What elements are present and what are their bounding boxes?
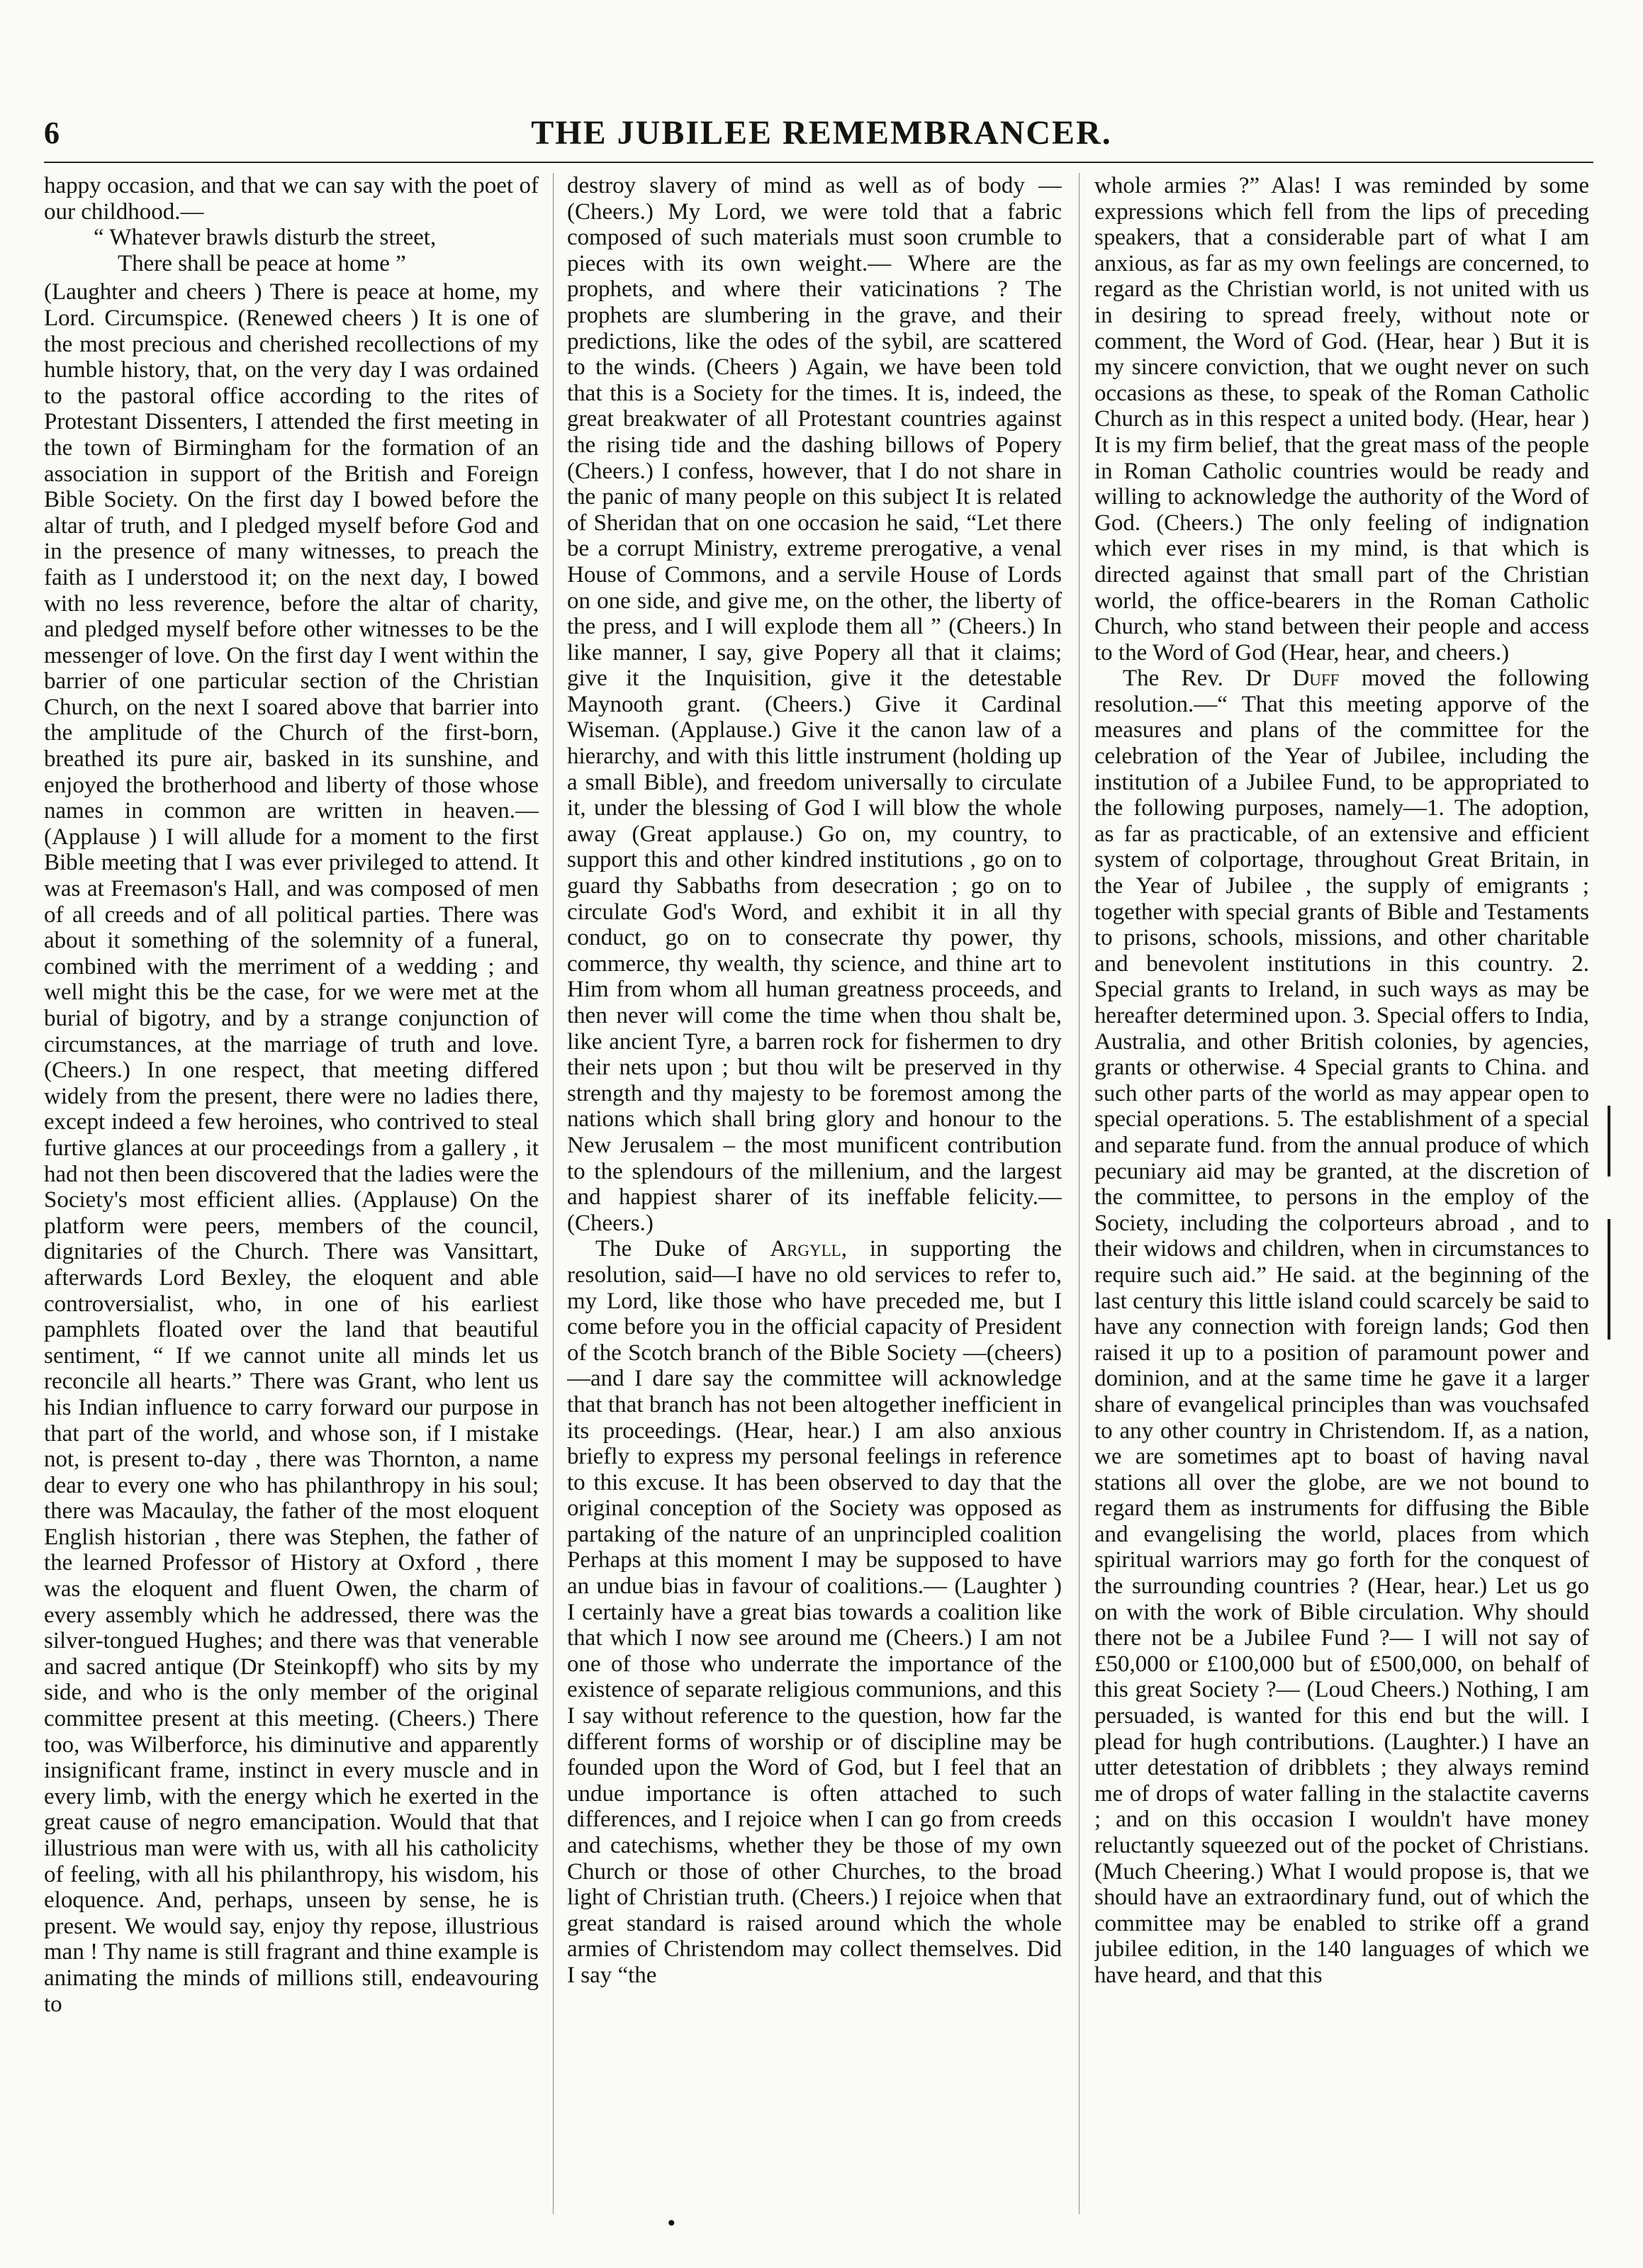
verse-line-1: “ Whatever brawls disturb the street, [94,225,437,251]
column-divider-1 [553,173,554,2214]
duff-intro: The Rev. Dr [1123,666,1271,692]
column-1-body: (Laughter and cheers ) There is peace at home, my Lord. Circumspice. (Renewed cheers ) It is one of the most precious and cherished recollections of my humble history, that, on the very day I was ordained to the pastoral office according to the rites of Protestant Dissenters, I attended the first meeting in the town of Birmingham for the formation of an association in support of the British and Foreign Bible Society. On the first day I bowed before the altar of truth, and I pledged myself before God and in the presence of many witnesses, to preach the faith as I understood it; on the next day, I bowed with no less reverence, before the altar of charity, and pledged myself before other witnesses to be the messenger of love. On the first day I went within the barrier of one particular section of the Christian Church, on the next I soared above that barrier into the amplitude of the Church of the first-born, breathed its pure air, basked in its sunshine, and enjoyed the brotherhood and liberty of those whose names in common are written in heaven.— (Applause ) I will allude for a moment to the first Bible meeting that I was ever privileged to attend. It was at Freemason's Hall, and was composed of men of all creeds and of all political parties. There was about it something of the solemnity of a funeral, combined with the merriment of a wedding ; and well might this be the case, for we were met at the burial of bigotry, and by a strange conjunction of circumstances, at the marriage of truth and love. (Cheers.) In one respect, that meeting differed widely from the present, there were no ladies there, except indeed a few heroines, who contrived to steal furtive glances at our proceedings from a gallery , it had not then been discovered that the ladies were the Society's most efficient allies. (Applause) On the platform were peers, members of the council, dignitaries of the Church. There was Vansittart, afterwards Lord Bexley, the eloquent and able controversialist, who, in one of his earliest pamphlets floated over the land that beautiful sentiment, “ If we cannot unite all minds let us reconcile all hearts.” There was Grant, who lent us his Indian influence to carry forward our purpose in that part of the world, and whose son, if I mistake not, is present to-day , there was Thornton, a name dear to every one who has philanthropy in his soul; there was Macaulay, the father of the most eloquent English historian , there was Stephen, the father of the learned Professor of History at Oxford , there was the eloquent and fluent Owen, the charm of every assembly which he addressed, there was the silver-tongued Hughes; and there was that venerable and sacred antique (Dr Steinkopff) who sits by my side, and who is the only member of the original committee present at this meeting. (Cheers.) There too, was Wilberforce, his diminutive and apparently insignificant frame, instinct in every muscle and in every limb, with the energy which he exerted in the great cause of negro emancipation. Would that that illustrious man were with us, with all his catholicity of feeling, with all his philanthropy, his wisdom, his eloquence. And, perhaps, unseen by sense, he is present. We would say, enjoy thy repose, illustrious man ! Thy name is still fragrant and thine example is animating the minds of millions still, endeavouring to [44,279,539,2017]
column-3 [1094,173,1589,2221]
column-3-paragraph-duff [1094,666,1589,1988]
quoted-verse [44,225,539,276]
footer-dot: • [668,2211,675,2235]
speaker-name-argyll: Argyll [770,1236,841,1262]
page-number: 6 [44,116,60,150]
column-2-paragraph-duke [567,1236,1062,1988]
margin-mark-2 [1608,1219,1610,1340]
running-head: THE JUBILEE REMEMBRANCER. [531,114,1112,152]
duke-intro: The Duke of [595,1236,748,1262]
text-columns [44,173,1589,2228]
column-2-body-1: destroy slavery of mind as well as of body — (Cheers.) My Lord, we were told that a fabric composed of such materials must soon crumble to pieces with its own weight.— Where are the prophets, and where their vaticinations ? The prophets are slumbering in the grave, and their predictions, like the odes of the sybil, are scattered to the winds. (Cheers ) Again, we have been told that this is a Society for the times. It is, indeed, the great breakwater of all Protestant countries against the rising tide and the dashing billows of Popery (Cheers.) I confess, however, that I do not share in the panic of many people on this subject It is related of Sheridan that on one occasion he said, “Let there be a corrupt Ministry, extreme prerogative, a venal House of Commons, and a servile House of Lords on one side, and give me, on the other, the liberty of the press, and I will explode them all ” (Cheers.) In like manner, I say, give Popery all that it claims; give it the Inquisition, give it the detestable Maynooth grant. (Cheers.) Give it Cardinal Wiseman. (Applause.) Give it the canon law of a hierarchy, and with this little instrument (holding up a small Bible), and freedom universally to circulate it, under the blessing of God I will blow the whole away (Great applause.) Go on, my country, to support this and other kindred institutions , go on to guard thy Sabbaths from desecration ; go on to circulate God's Word, and exhibit it in all thy conduct, go on to consecrate thy power, thy commerce, thy wealth, thy science, and thine art to Him from whom all human greatness proceeds, and then never will come the time when thou shalt be, like ancient Tyre, a barren rock for fishermen to dry their nets upon ; but thou wilt be preserved in thy strength and thy majesty to be foremost among the nations which shall bring glory and honour to the New Jerusalem – the most munificent contribution to the splendours of the millenium, and the largest and happiest sharer of its ineffable felicity.— (Cheers.) [567,173,1062,1236]
column-3-body-1: whole armies ?” Alas! I was reminded by some expressions which fell from the lips of preceding speakers, that a considerable part of what I am anxious, as far as my own feelings are concerned, to regard as the Christian world, is not united with us in desiring to spread freely, without note or comment, the Word of God. (Hear, hear ) But it is my sincere conviction, that we ought never on such occasions as these, to speak of the Roman Catholic Church as in this respect a united body. (Hear, hear ) It is my firm belief, that the great mass of the people in Roman Catholic countries would be ready and willing to acknowledge the authority of the Word of God. (Cheers.) The only feeling of indignation which ever rises in my mind, is that which is directed against that small part of the Christian world, the office-bearers in the Roman Catholic Church, who stand between their people and access to the Word of God (Hear, hear, and cheers.) [1094,173,1589,666]
header-rule [44,162,1593,163]
margin-mark-1 [1608,1106,1610,1177]
column-2 [567,173,1062,2221]
column-divider-2 [1079,173,1080,2214]
column-2-body-2: , in supporting the resolution, said—I have no old services to refer to, my Lord, like those who have preceded me, but I come before you in the official capacity of President of the Scotch branch of the Bible Society —(cheers)—and I dare say the committee will acknowledge that that branch has not been altogether inefficient in its proceedings. (Hear, hear.) I am also anxious briefly to express my personal feelings in reference to this excuse. It has been observed to day that the original conception of the Society was opposed as partaking of the nature of an unprincipled coalition Perhaps at this moment I may be supposed to have an undue bias in favour of coalitions.— (Laughter ) I certainly have a great bias towards a coalition like that which I now see around me (Cheers.) I am not one of those who underrate the importance of the existence of separate religious communions, and this I say without reference to the question, how far the different forms of worship or of discipline may be founded upon the Word of God, but I feel that an undue importance is often attached to such differences, and I rejoice when I can go from creeds and catechisms, whether they be those of my own Church or those of other Churches, to the broad light of Christian truth. (Cheers.) I rejoice when that great standard is raised around which the whole armies of Christendom may collect themselves. Did I say “the [567,1236,1062,1988]
column-1 [44,173,539,2221]
column-1-intro: happy occasion, and that we can say with the poet of our childhood.— [44,173,539,225]
speaker-name-duff: Duff [1292,666,1340,692]
verse-line-2: There shall be peace at home ” [118,250,406,276]
column-3-body-2: moved the following resolution.—“ That this meeting apporve of the measures and plans of the committee for the celebration of the Year of Jubilee, including the institution of a Jubilee Fund, to be appropriated to the following purposes, namely—1. The adoption, as far as practicable, of an extensive and efficient system of colportage, throughout Great Britain, in the Year of Jubilee , the supply of emigrants ; together with special grants of Bible and Testaments to prisons, schools, missions, and other charitable and benevolent institutions in this country. 2. Special grants to Ireland, in such ways as may be hereafter determined upon. 3. Special offers to India, Australia, and other British colonies, by agencies, grants or otherwise. 4 Special grants to China. and such other parts of the world as may appear open to special operations. 5. The establishment of a special and separate fund. from the annual produce of which pecuniary aid may be granted, at the discretion of the committee, to persons in the employ of the Society, including the colporteurs abroad , and to their widows and children, when in circumstances to require such aid.” He said. at the beginning of the last century this little island could scarcely be said to have any connection with foreign lands; God then raised it up to a position of paramount power and dominion, and at the same time he gave it a larger share of evangelical principles than was vouchsafed to any other country in Christendom. If, as a nation, we are sometimes apt to boast of having naval stations all over the globe, are we not bound to regard them as instruments for diffusing the Bible and evangelising the world, places from which spiritual warriors may go forth for the conquest of the surrounding countries ? (Hear, hear.) Let us go on with the work of Bible circulation. Why should there not be a Jubilee Fund ?— I will not say of £50,000 or £100,000 but of £500,000, on behalf of this great Society ?— (Loud Cheers.) Nothing, I am persuaded, is wanted for this end but the will. I plead for hugh contributions. (Laughter.) I have an utter detestation of dribblets ; they always remind me of drops of water falling in the stalactite caverns ; and on this occasion I wouldn't have money reluctantly squeezed out of the pocket of Christians. (Much Cheering.) What I would propose is, that we should have an extraordinary fund, out of which the committee may be enabled to strike off a grand jubilee edition, in the 140 languages of which we have heard, and that this [1094,666,1589,1988]
